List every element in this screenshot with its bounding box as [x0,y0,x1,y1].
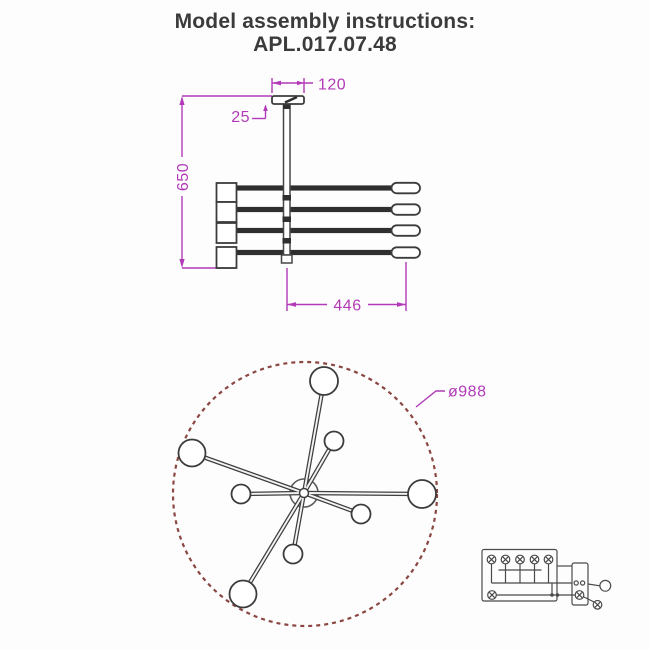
side-view [175,77,420,315]
dim-diameter [416,384,486,408]
dim-canopy-width-label: 120 [318,76,347,94]
hub-center [300,489,309,498]
dim-canopy-width [272,77,346,94]
bulb-holders-side [392,183,421,258]
title-text: Model assembly instructions: [174,10,476,33]
central-stem [282,104,293,263]
dim-arm-length-label: 446 [333,297,362,315]
connector-module [572,563,588,605]
terminal-wiring [492,564,576,597]
dim-canopy-drop-label: 25 [231,109,250,126]
fixture-arms-top [192,381,422,594]
wiring-diagram [482,550,611,610]
dim-diameter-label: ø988 [448,383,487,401]
dim-overall-height-label: 650 [175,162,193,192]
fixture-arms-side [236,185,393,255]
ceiling-canopy [272,96,304,104]
neutral-lead-circle [600,580,611,591]
model-code: APL.017.07.48 [253,33,397,56]
ground-lead-terminal [593,601,602,610]
dim-canopy-drop [231,105,268,127]
shade-stack [217,183,237,268]
dim-arm-length [287,262,406,315]
top-view [173,362,486,626]
